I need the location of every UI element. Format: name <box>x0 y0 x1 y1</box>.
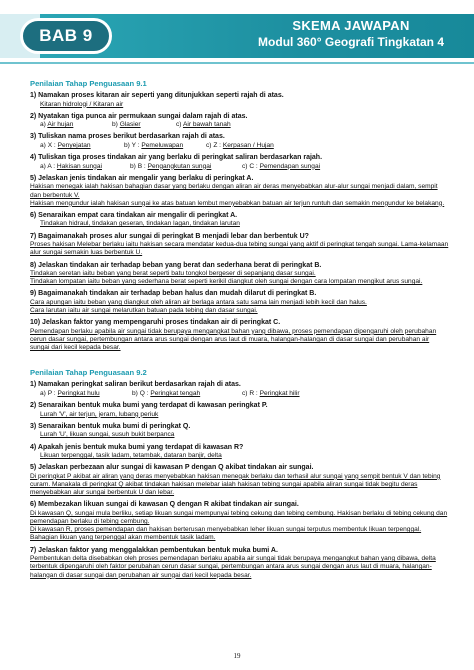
question: 6) Membezakan likuan sungai di kawasan Q dengan R akibat tindakan air sungai. <box>30 501 299 509</box>
header-title-line2: Modul 360° Geografi Tingkatan 4 <box>258 35 444 49</box>
answer: Lurah 'U', likuan sungai, susuh bukit berpanca <box>40 431 175 439</box>
answer: Hakisan mengundur ialah hakisan sungai ke atas batuan lembut menyebabkan batuan air terjun runtuh dan semakin mengundur ke belakang. <box>30 199 445 207</box>
answer: Kitaran hidrologi / Kitaran air <box>40 100 124 108</box>
answer: Pemendapan berlaku apabila air sungai tidak berupaya mengangkat bahan yang dibawa, proses pemendapan dipengaruhi oleh perubahan cerun dasar sungai, pertembungan antara arus sungai dengan arus laut di muara, halangan-halangan di dasar sungai dan perubahan air sungai dari kecil kepada besar. <box>30 327 437 352</box>
answer-option: b) B : Pengangkutan sungai <box>130 162 212 170</box>
question: 6) Senaraikan empat cara tindakan air mengalir di peringkat A. <box>30 211 238 219</box>
answer: Di kawasan Q, sungai mula berliku, setiap likuan sungai mempunyai tebing cekung dan tebing cembung. Hakisan berlaku di tebing cekung dan pemendapan berlaku di tebing cembung. <box>30 509 448 526</box>
answer: Cara apungan iaitu beban yang diangkut oleh aliran air berlaga antara satu sama lain menjadi lebih kecil dan halus. <box>30 298 367 306</box>
question: 7) Jelaskan faktor yang menggalakkan pembentukan bentuk muka bumi A. <box>30 546 278 554</box>
answer-option: c) Z : Kerpasan / Hujan <box>206 141 274 149</box>
answer-options <box>30 121 450 129</box>
answer: Likuan terpenggal, tasik ladam, tetambak, dataran banjir, delta <box>40 452 222 460</box>
answer-option: a) X : Penyejatan <box>40 141 91 149</box>
answer-option: c) C : Pemendapan sungai <box>242 162 321 170</box>
chapter-badge-label: BAB 9 <box>39 26 93 45</box>
answer: Di peringkat P akibat air aliran yang deras menyebabkan hakisan menegak berlaku dan terhasil alur sungai yang sempit bentuk V dan tebing curam. Manakala di peringkat Q akibat tindakan hakisan melebar ialah hakisan tebing sungai apabila aliran sungai tidak begitu deras menyebabkan alur sungai berbentuk U dan lebar. <box>30 472 441 497</box>
question: 4) Apakah jenis bentuk muka bumi yang terdapat di kawasan R? <box>30 443 244 451</box>
question: 10) Jelaskan faktor yang mempengaruhi proses tindakan air di peringkat C. <box>30 319 281 327</box>
answer: Cara larutan iaitu air sungai melarutkan batuan pada tebing dan dasar sungai. <box>30 307 258 315</box>
header-divider <box>0 62 474 64</box>
answer-option: a) Air hujan <box>40 121 74 129</box>
section-title-9-1: Penilaian Tahap Penguasaan 9.1 <box>30 79 147 88</box>
header-title <box>258 18 444 49</box>
question: 5) Jelaskan perbezaan alur sungai di kawasan P dengan Q akibat tindakan air sungai. <box>30 464 314 472</box>
answer-options <box>30 390 450 398</box>
answer-options <box>30 142 450 150</box>
answer-option: a) A : Hakisan sungai <box>40 162 102 170</box>
answer: Hakisan menegak ialah hakisan bahagian dasar yang berlaku dengan aliran air deras menyebabkan alur-alur sungai menjadi dalam, sempit dan berbentuk V. <box>30 183 438 199</box>
answer-option: b) Glasier <box>112 121 141 129</box>
answer: Pembentukan delta disebabkan oleh proses pemendapan berlaku apabila air sungai tidak berupaya mengangkut bahan yang dibawa, delta terbentuk dipengaruhi oleh faktor perubahan cerun dasar sungai, pertembungan antara arus sungai dengan arus laut di muara, halangan-halangan di dasar sungai dan perubahan air sungai dari kecil kepada besar. <box>30 555 436 579</box>
answer-option: a) P : Peringkat hulu <box>40 389 100 397</box>
question: 2) Nyatakan tiga punca air permukaan sungai dalam rajah di atas. <box>30 112 248 120</box>
answer: Proses hakisan Melebar berlaku iaitu hakisan secara mendatar kedua-dua tebing sungai yang aktif di peringkat tengah sungai. Lama-kelamaan alur sungai semakin luas berbentuk U. <box>30 241 449 257</box>
answer: Tindakan seretan iaitu beban yang berat seperti batu tongkol bergeser di sepanjang dasar sungai. <box>30 270 316 278</box>
page-number: 19 <box>233 652 241 660</box>
answer: Tindakan lompatan iaitu beban yang sederhana berat seperti kerikil diangkut oleh sungai dengan cara lompatan mengikut arus sungai. <box>30 278 423 286</box>
answer: Di kawasan R, proses pemendapan dan hakisan berterusan menyebabkan leher likuan sungai terputus membentuk likuan terpenggal. Bahagian likuan yang terpenggal akan membentuk tasik ladam. <box>30 526 422 542</box>
header-title-line1: SKEMA JAWAPAN <box>292 18 410 33</box>
question: 3) Tuliskan nama proses berikut berdasarkan rajah di atas. <box>30 133 225 141</box>
answer-option: c) R : Peringkat hilir <box>242 389 300 397</box>
answer-option: b) Q : Peringkat tengah <box>132 389 201 397</box>
answer: Lurah 'V', air terjun, jeram, lubang periuk <box>40 410 159 418</box>
question: 1) Namakan proses kitaran air seperti yang ditunjukkan seperti rajah di atas. <box>30 92 284 99</box>
page-header <box>0 0 474 60</box>
question: 5) Jelaskan jenis tindakan air mengalir yang berlaku di peringkat A. <box>30 174 254 182</box>
answer-option: c) Air bawah tanah <box>176 121 231 129</box>
question: 8) Jelaskan tindakan air terhadap beban yang berat dan sederhana berat di peringkat B. <box>30 261 322 269</box>
section-title-9-2: Penilaian Tahap Penguasaan 9.2 <box>30 368 147 378</box>
question: 4) Tuliskan tiga proses tindakan air yang berlaku di peringkat saliran berdasarkan rajah. <box>30 154 323 162</box>
answer-option: b) Y : Pemeluwapan <box>124 141 184 149</box>
answer: Tindakan hidraul, tindakan geseran, tindakan lagan, tindakan larutan <box>40 220 240 228</box>
question: 1) Namakan peringkat saliran berikut berdasarkan rajah di atas. <box>30 381 241 389</box>
question: 9) Bagaimanakah tindakan air terhadap beban halus dan mudah dilarut di peringkat B. <box>30 290 317 298</box>
chapter-badge <box>20 18 112 54</box>
question: 2) Senaraikan bentuk muka bumi yang terdapat di kawasan peringkat P. <box>30 402 268 410</box>
question: 7) Bagaimanakah proses alur sungai di peringkat B menjadi lebar dan berbentuk U? <box>30 232 309 240</box>
question: 3) Senaraikan bentuk muka bumi di peringkat Q. <box>30 422 191 430</box>
answer-options <box>30 163 450 171</box>
answer-content <box>30 70 450 580</box>
